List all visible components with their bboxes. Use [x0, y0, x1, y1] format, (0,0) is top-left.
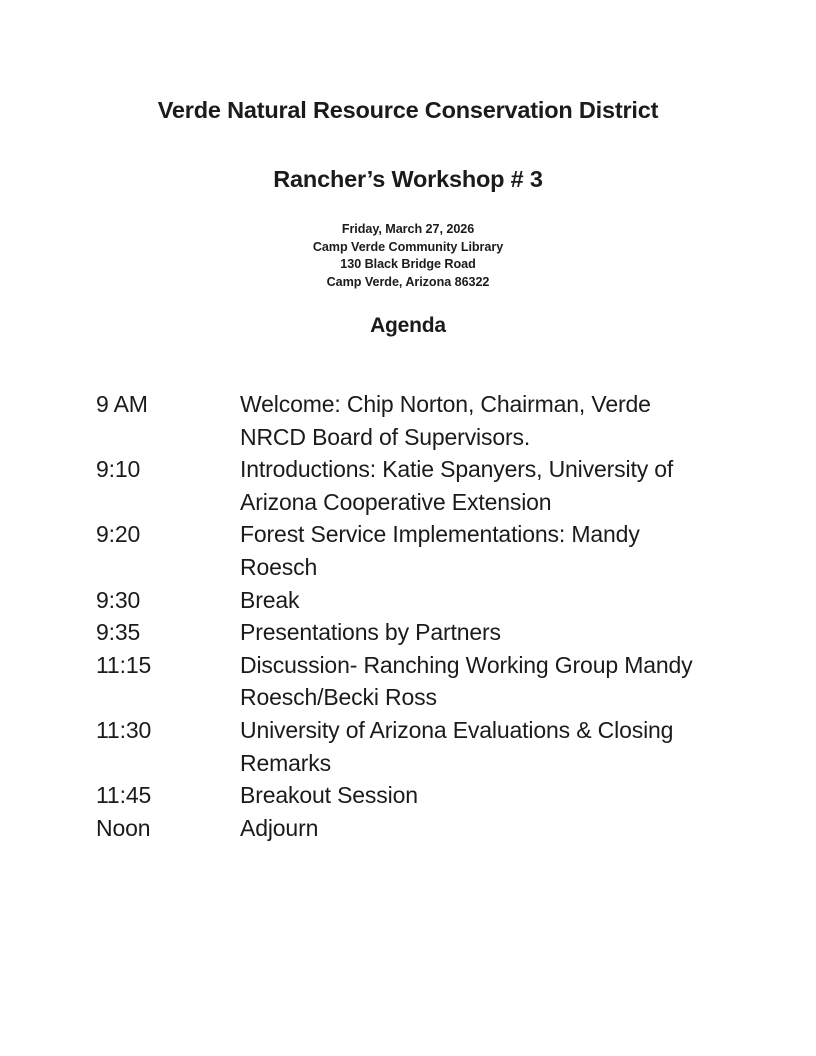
- agenda-item-time: 9:10: [96, 456, 141, 483]
- agenda-item-description: Break: [240, 586, 300, 613]
- agenda-item-description: Breakout Session: [240, 782, 418, 809]
- agenda-item-description: Adjourn: [240, 814, 319, 841]
- agenda-item: [96, 388, 736, 453]
- agenda-item: [96, 616, 736, 649]
- event-date: Friday, March 27, 2026: [341, 221, 475, 236]
- agenda-item: [96, 518, 736, 583]
- document-header: [0, 0, 816, 338]
- event-city-state-zip: Camp Verde, Arizona 86322: [326, 275, 490, 290]
- event-details-block: [0, 195, 816, 292]
- event-street-address: 130 Black Bridge Road: [340, 257, 476, 272]
- agenda-item-time: Noon: [96, 814, 151, 841]
- agenda-item-time: 11:15: [96, 651, 152, 678]
- agenda-item: [96, 584, 736, 617]
- agenda-item-description: Welcome: Chip Norton, Chairman, Verde NRCD Board of Supervisors.: [240, 391, 651, 450]
- agenda-item-description: University of Arizona Evaluations & Closing Remarks: [240, 716, 674, 776]
- agenda-item-time: 9:20: [96, 521, 141, 548]
- agenda-item: [96, 453, 736, 518]
- agenda-list: [96, 388, 736, 844]
- agenda-item: [96, 779, 736, 812]
- agenda-item-time: 11:45: [96, 782, 152, 809]
- agenda-item-time: 11:30: [96, 716, 152, 743]
- agenda-heading: Agenda: [370, 313, 446, 337]
- event-venue: Camp Verde Community Library: [312, 239, 504, 254]
- agenda-item-description: Discussion- Ranching Working Group Mandy Roesch/Becki Ross: [240, 651, 693, 711]
- agenda-item-time: 9:35: [96, 619, 141, 646]
- agenda-item: [96, 649, 736, 714]
- workshop-title: Rancher’s Workshop # 3: [273, 166, 543, 193]
- organization-title: Verde Natural Resource Conservation District: [157, 97, 659, 123]
- agenda-item-description: Presentations by Partners: [240, 619, 501, 646]
- agenda-item-description: Forest Service Implementations: Mandy Roesch: [240, 521, 640, 580]
- agenda-item: [96, 714, 736, 779]
- agenda-item-description: Introductions: Katie Spanyers, University of Arizona Cooperative Extension: [240, 456, 674, 515]
- agenda-item-time: 9 AM: [96, 391, 148, 417]
- agenda-item-time: 9:30: [96, 586, 141, 613]
- agenda-item: [96, 812, 736, 845]
